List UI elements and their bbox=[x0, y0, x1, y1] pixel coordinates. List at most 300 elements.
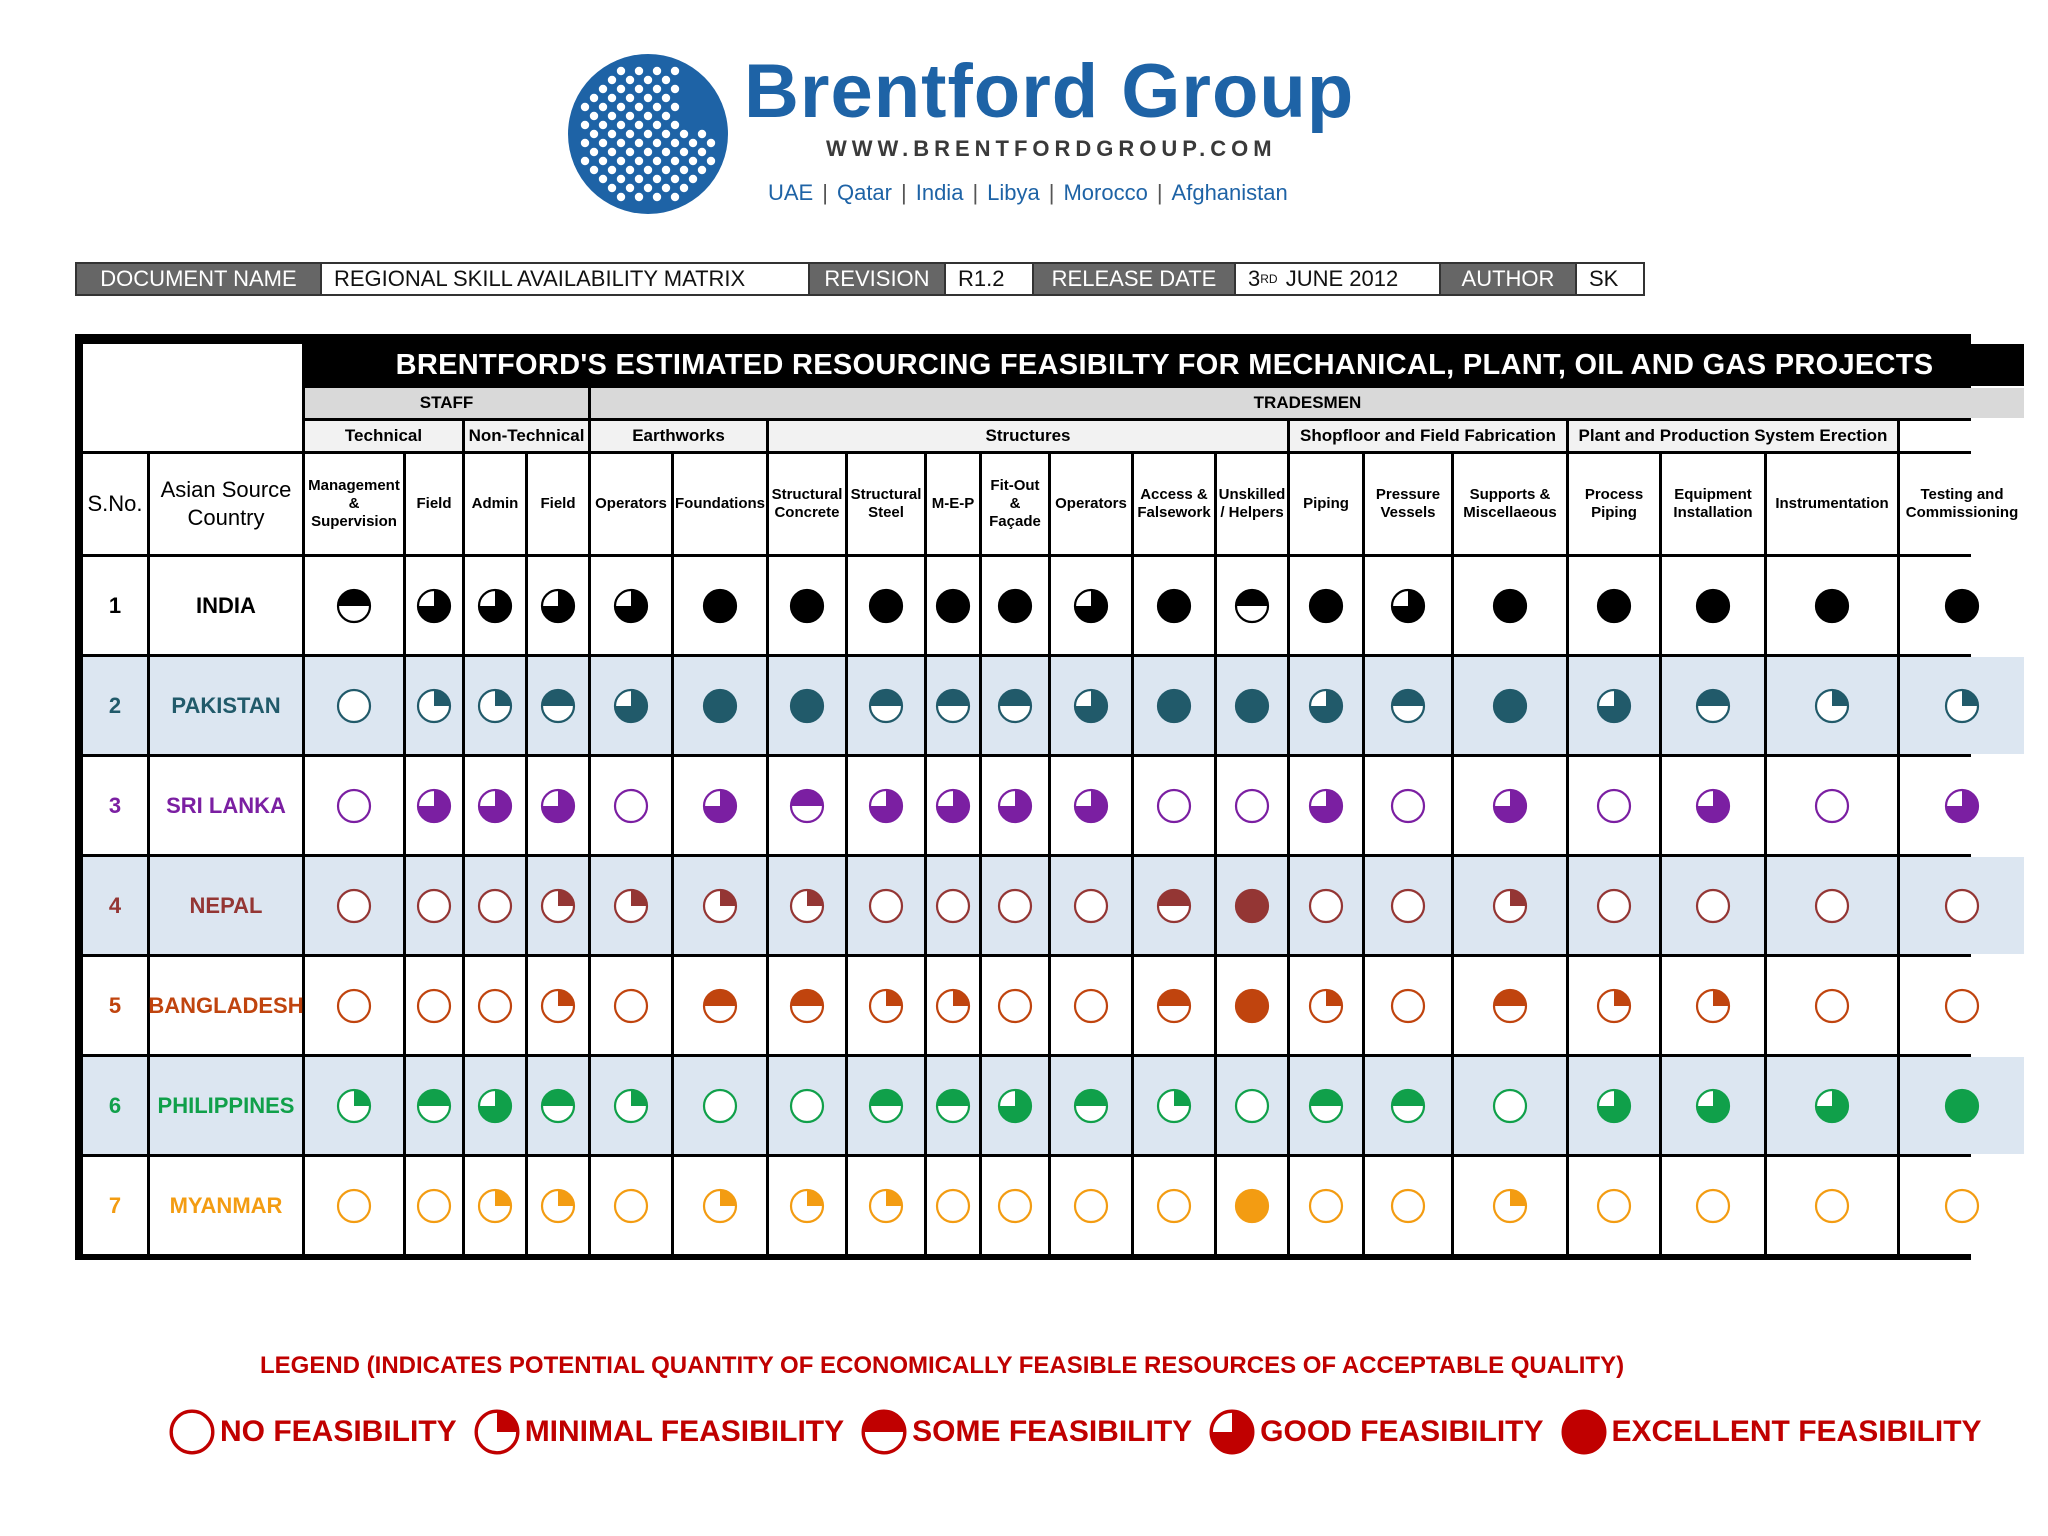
row-country: SRI LANKA bbox=[150, 757, 302, 854]
feasibility-level-1-icon bbox=[475, 686, 515, 726]
feasibility-level-0-icon bbox=[1071, 986, 1111, 1026]
feasibility-cell bbox=[591, 657, 671, 754]
column-header-10: Fit-Out & Façade bbox=[982, 454, 1048, 554]
feasibility-level-4-icon bbox=[1232, 986, 1272, 1026]
feasibility-cell bbox=[305, 1057, 403, 1154]
feasibility-cell bbox=[465, 857, 525, 954]
header-blank bbox=[83, 344, 302, 451]
feasibility-cell bbox=[1217, 857, 1287, 954]
feasibility-cell bbox=[1767, 1157, 1897, 1254]
feasibility-level-2-icon bbox=[1154, 986, 1194, 1026]
feasibility-level-0-icon bbox=[995, 986, 1035, 1026]
feasibility-cell bbox=[305, 957, 403, 1054]
feasibility-cell bbox=[1217, 1057, 1287, 1154]
feasibility-cell bbox=[1900, 857, 2024, 954]
feasibility-cell bbox=[528, 857, 588, 954]
feasibility-cell bbox=[1051, 557, 1131, 654]
feasibility-level-0-icon bbox=[1071, 886, 1111, 926]
feasibility-cell bbox=[1767, 957, 1897, 1054]
feasibility-level-0-icon bbox=[475, 986, 515, 1026]
feasibility-level-1-icon bbox=[1693, 986, 1733, 1026]
legend-label: EXCELLENT FEASIBILITY bbox=[1611, 1415, 1982, 1448]
location-separator: | bbox=[901, 180, 907, 205]
feasibility-cell bbox=[406, 1157, 462, 1254]
feasibility-level-3-icon bbox=[414, 586, 454, 626]
feasibility-cell bbox=[674, 857, 766, 954]
feasibility-level-0-icon bbox=[787, 1086, 827, 1126]
feasibility-level-2-icon bbox=[538, 1086, 578, 1126]
feasibility-level-2-icon bbox=[1388, 1086, 1428, 1126]
feasibility-cell bbox=[848, 757, 924, 854]
feasibility-level-4-icon bbox=[1232, 886, 1272, 926]
feasibility-level-2-icon bbox=[414, 1086, 454, 1126]
feasibility-cell bbox=[927, 757, 979, 854]
feasibility-cell bbox=[305, 757, 403, 854]
feasibility-level-0-icon bbox=[611, 1186, 651, 1226]
feasibility-cell bbox=[1767, 557, 1897, 654]
feasibility-cell bbox=[1569, 657, 1659, 754]
column-header-15: Pressure Vessels bbox=[1365, 454, 1451, 554]
feasibility-level-0-icon bbox=[933, 886, 973, 926]
brand-website: WWW.BRENTFORDGROUP.COM bbox=[826, 136, 1277, 161]
column-header-8: Structural Steel bbox=[848, 454, 924, 554]
feasibility-cell bbox=[1217, 1157, 1287, 1254]
feasibility-cell bbox=[305, 857, 403, 954]
feasibility-cell bbox=[465, 557, 525, 654]
feasibility-cell bbox=[1051, 1157, 1131, 1254]
subgroup-header-2: Non-Technical bbox=[465, 421, 588, 451]
feasibility-level-4-icon bbox=[1232, 1186, 1272, 1226]
column-header-6: Foundations bbox=[674, 454, 766, 554]
feasibility-level-4-icon bbox=[1594, 586, 1634, 626]
release-date-suffix: RD bbox=[1260, 272, 1278, 286]
feasibility-level-2-icon bbox=[1693, 686, 1733, 726]
location-india: India bbox=[915, 180, 964, 205]
feasibility-level-0-icon bbox=[166, 1406, 218, 1458]
feasibility-level-0-icon bbox=[1232, 786, 1272, 826]
group-header-staff: STAFF bbox=[305, 388, 588, 418]
feasibility-level-2-icon bbox=[787, 786, 827, 826]
subgroup-header-5: Shopfloor and Field Fabrication bbox=[1290, 421, 1566, 451]
row-country: INDIA bbox=[150, 557, 302, 654]
location-separator: | bbox=[1156, 180, 1163, 205]
feasibility-level-4-icon bbox=[1942, 586, 1982, 626]
feasibility-cell bbox=[927, 1057, 979, 1154]
feasibility-level-4-icon bbox=[700, 686, 740, 726]
feasibility-cell bbox=[1767, 857, 1897, 954]
feasibility-level-1-icon bbox=[787, 1186, 827, 1226]
feasibility-cell bbox=[465, 1157, 525, 1254]
feasibility-level-1-icon bbox=[1490, 1186, 1530, 1226]
feasibility-cell bbox=[674, 757, 766, 854]
feasibility-cell bbox=[528, 557, 588, 654]
feasibility-cell bbox=[927, 657, 979, 754]
feasibility-level-0-icon bbox=[1388, 786, 1428, 826]
feasibility-level-4-icon bbox=[787, 686, 827, 726]
legend bbox=[166, 1406, 1996, 1458]
feasibility-level-3-icon bbox=[1071, 686, 1111, 726]
feasibility-cell bbox=[674, 1057, 766, 1154]
feasibility-level-0-icon bbox=[1306, 886, 1346, 926]
feasibility-cell bbox=[982, 657, 1048, 754]
feasibility-cell bbox=[1134, 1057, 1214, 1154]
feasibility-cell bbox=[848, 1157, 924, 1254]
column-header-16: Supports & Miscellaeous bbox=[1454, 454, 1566, 554]
feasibility-level-0-icon bbox=[995, 886, 1035, 926]
row-number: 5 bbox=[83, 957, 147, 1054]
feasibility-cell bbox=[1454, 757, 1566, 854]
column-header-5: Operators bbox=[591, 454, 671, 554]
feasibility-cell bbox=[1767, 657, 1897, 754]
feasibility-cell bbox=[1134, 657, 1214, 754]
feasibility-level-1-icon bbox=[538, 986, 578, 1026]
feasibility-cell bbox=[927, 957, 979, 1054]
feasibility-level-3-icon bbox=[1306, 686, 1346, 726]
feasibility-level-2-icon bbox=[1490, 986, 1530, 1026]
feasibility-level-1-icon bbox=[471, 1406, 523, 1458]
feasibility-level-3-icon bbox=[538, 586, 578, 626]
release-date-day: 3 bbox=[1248, 266, 1261, 291]
feasibility-level-4-icon bbox=[1558, 1406, 1610, 1458]
subgroup-blank bbox=[1900, 421, 2024, 451]
feasibility-cell bbox=[982, 957, 1048, 1054]
release-date-value bbox=[1236, 264, 1441, 294]
feasibility-level-3-icon bbox=[1693, 1086, 1733, 1126]
feasibility-level-0-icon bbox=[995, 1186, 1035, 1226]
feasibility-cell bbox=[591, 1057, 671, 1154]
feasibility-level-3-icon bbox=[1206, 1406, 1258, 1458]
column-header-17: Process Piping bbox=[1569, 454, 1659, 554]
feasibility-level-2-icon bbox=[1388, 686, 1428, 726]
feasibility-level-0-icon bbox=[611, 986, 651, 1026]
brand-name: Brentford Group bbox=[744, 49, 1355, 134]
feasibility-cell bbox=[1051, 957, 1131, 1054]
feasibility-cell bbox=[528, 657, 588, 754]
feasibility-level-3-icon bbox=[1942, 786, 1982, 826]
row-number: 6 bbox=[83, 1057, 147, 1154]
feasibility-level-4-icon bbox=[1693, 586, 1733, 626]
location-separator: | bbox=[1048, 180, 1055, 205]
location-qatar: Qatar bbox=[836, 180, 892, 205]
feasibility-cell bbox=[769, 957, 845, 1054]
document-name-value: REGIONAL SKILL AVAILABILITY MATRIX bbox=[322, 264, 810, 294]
feasibility-cell bbox=[674, 1157, 766, 1254]
subgroup-header-6: Plant and Production System Erection bbox=[1569, 421, 1897, 451]
feasibility-level-0-icon bbox=[334, 886, 374, 926]
feasibility-cell bbox=[982, 757, 1048, 854]
feasibility-cell bbox=[1365, 657, 1451, 754]
feasibility-cell bbox=[1290, 957, 1362, 1054]
feasibility-level-2-icon bbox=[866, 686, 906, 726]
feasibility-level-1-icon bbox=[611, 1086, 651, 1126]
feasibility-level-1-icon bbox=[1306, 986, 1346, 1026]
feasibility-cell bbox=[1217, 557, 1287, 654]
feasibility-level-4-icon bbox=[1942, 1086, 1982, 1126]
feasibility-cell bbox=[982, 557, 1048, 654]
feasibility-level-0-icon bbox=[611, 786, 651, 826]
feasibility-level-0-icon bbox=[1812, 1186, 1852, 1226]
feasibility-cell bbox=[591, 757, 671, 854]
legend-label: NO FEASIBILITY bbox=[220, 1415, 457, 1448]
feasibility-level-1-icon bbox=[414, 686, 454, 726]
feasibility-cell bbox=[1454, 1157, 1566, 1254]
feasibility-cell bbox=[1454, 1057, 1566, 1154]
feasibility-cell bbox=[1569, 557, 1659, 654]
location-libya: Libya bbox=[987, 180, 1040, 205]
feasibility-level-3-icon bbox=[1071, 586, 1111, 626]
feasibility-level-1-icon bbox=[538, 886, 578, 926]
feasibility-level-1-icon bbox=[700, 886, 740, 926]
feasibility-level-0-icon bbox=[933, 1186, 973, 1226]
release-date-label: RELEASE DATE bbox=[1034, 264, 1236, 294]
legend-item bbox=[1206, 1406, 1543, 1458]
revision-value: R1.2 bbox=[946, 264, 1034, 294]
feasibility-level-4-icon bbox=[995, 586, 1035, 626]
feasibility-level-2-icon bbox=[334, 586, 374, 626]
feasibility-level-4-icon bbox=[1490, 686, 1530, 726]
feasibility-cell bbox=[591, 957, 671, 1054]
feasibility-level-3-icon bbox=[933, 786, 973, 826]
feasibility-cell bbox=[1365, 957, 1451, 1054]
feasibility-cell bbox=[465, 957, 525, 1054]
feasibility-cell bbox=[1051, 857, 1131, 954]
location-separator: | bbox=[972, 180, 979, 205]
legend-label: MINIMAL FEASIBILITY bbox=[524, 1415, 845, 1448]
feasibility-cell bbox=[1900, 657, 2024, 754]
feasibility-level-0-icon bbox=[1693, 1186, 1733, 1226]
row-number: 4 bbox=[83, 857, 147, 954]
feasibility-level-2-icon bbox=[866, 1086, 906, 1126]
feasibility-level-3-icon bbox=[1388, 586, 1428, 626]
feasibility-level-4-icon bbox=[866, 586, 906, 626]
column-header-19: Instrumentation bbox=[1767, 454, 1897, 554]
feasibility-cell bbox=[982, 1057, 1048, 1154]
matrix-title: BRENTFORD'S ESTIMATED RESOURCING FEASIBILTY FOR MECHANICAL, PLANT, OIL AND GAS PROJECTS bbox=[305, 344, 2024, 386]
feasibility-level-2-icon bbox=[538, 686, 578, 726]
feasibility-level-0-icon bbox=[1812, 886, 1852, 926]
feasibility-cell bbox=[848, 957, 924, 1054]
feasibility-level-0-icon bbox=[866, 886, 906, 926]
column-header-12: Access & Falsework bbox=[1134, 454, 1214, 554]
feasibility-cell bbox=[406, 957, 462, 1054]
document-info-bar bbox=[75, 262, 1645, 296]
feasibility-level-3-icon bbox=[1490, 786, 1530, 826]
matrix-grid bbox=[83, 344, 2019, 1250]
feasibility-cell bbox=[1290, 1157, 1362, 1254]
row-country: PHILIPPINES bbox=[150, 1057, 302, 1154]
feasibility-cell bbox=[674, 557, 766, 654]
legend-item bbox=[1558, 1406, 1982, 1458]
column-header-13: Unskilled / Helpers bbox=[1217, 454, 1287, 554]
feasibility-cell bbox=[848, 857, 924, 954]
feasibility-level-0-icon bbox=[700, 1086, 740, 1126]
feasibility-cell bbox=[305, 1157, 403, 1254]
feasibility-level-0-icon bbox=[1812, 786, 1852, 826]
feasibility-cell bbox=[1134, 857, 1214, 954]
feasibility-cell bbox=[848, 657, 924, 754]
feasibility-level-4-icon bbox=[700, 586, 740, 626]
feasibility-cell bbox=[1662, 657, 1764, 754]
feasibility-level-1-icon bbox=[1812, 686, 1852, 726]
row-country: MYANMAR bbox=[150, 1157, 302, 1254]
feasibility-level-1-icon bbox=[334, 1086, 374, 1126]
feasibility-level-0-icon bbox=[1490, 1086, 1530, 1126]
feasibility-cell bbox=[1051, 1057, 1131, 1154]
feasibility-cell bbox=[1662, 557, 1764, 654]
feasibility-level-0-icon bbox=[414, 1186, 454, 1226]
feasibility-level-0-icon bbox=[1306, 1186, 1346, 1226]
legend-item bbox=[471, 1406, 844, 1458]
feasibility-cell bbox=[1662, 957, 1764, 1054]
feasibility-level-2-icon bbox=[787, 986, 827, 1026]
feasibility-cell bbox=[769, 1057, 845, 1154]
feasibility-cell bbox=[1900, 557, 2024, 654]
feasibility-cell bbox=[1569, 957, 1659, 1054]
feasibility-level-2-icon bbox=[995, 686, 1035, 726]
column-header-3: Admin bbox=[465, 454, 525, 554]
feasibility-cell bbox=[1290, 857, 1362, 954]
feasibility-level-0-icon bbox=[334, 1186, 374, 1226]
feasibility-cell bbox=[1454, 957, 1566, 1054]
feasibility-cell bbox=[769, 657, 845, 754]
feasibility-cell bbox=[1051, 657, 1131, 754]
feasibility-level-1-icon bbox=[866, 986, 906, 1026]
feasibility-level-1-icon bbox=[1490, 886, 1530, 926]
feasibility-level-0-icon bbox=[414, 886, 454, 926]
feasibility-cell bbox=[1900, 957, 2024, 1054]
feasibility-level-1-icon bbox=[611, 886, 651, 926]
column-header-11: Operators bbox=[1051, 454, 1131, 554]
legend-item bbox=[166, 1406, 457, 1458]
feasibility-level-0-icon bbox=[1071, 1186, 1111, 1226]
feasibility-level-0-icon bbox=[1154, 786, 1194, 826]
release-date-rest: JUNE 2012 bbox=[1285, 266, 1399, 291]
feasibility-level-1-icon bbox=[538, 1186, 578, 1226]
feasibility-cell bbox=[1134, 957, 1214, 1054]
feasibility-level-3-icon bbox=[995, 1086, 1035, 1126]
brand-locations bbox=[768, 180, 1288, 206]
feasibility-cell bbox=[1662, 757, 1764, 854]
feasibility-level-3-icon bbox=[475, 786, 515, 826]
revision-label: REVISION bbox=[810, 264, 946, 294]
column-header-20: Testing and Commissioning bbox=[1900, 454, 2024, 554]
row-number: 7 bbox=[83, 1157, 147, 1254]
feasibility-cell bbox=[528, 957, 588, 1054]
document-name-label: DOCUMENT NAME bbox=[77, 264, 322, 294]
feasibility-cell bbox=[1365, 757, 1451, 854]
feasibility-level-0-icon bbox=[1942, 1186, 1982, 1226]
feasibility-cell bbox=[1767, 1057, 1897, 1154]
feasibility-cell bbox=[1662, 1157, 1764, 1254]
feasibility-cell bbox=[1134, 757, 1214, 854]
row-number: 1 bbox=[83, 557, 147, 654]
feasibility-level-0-icon bbox=[1388, 886, 1428, 926]
feasibility-level-0-icon bbox=[1388, 1186, 1428, 1226]
feasibility-level-3-icon bbox=[1693, 786, 1733, 826]
row-number: 2 bbox=[83, 657, 147, 754]
feasibility-cell bbox=[1454, 657, 1566, 754]
feasibility-level-1-icon bbox=[1594, 986, 1634, 1026]
feasibility-level-2-icon bbox=[933, 686, 973, 726]
location-uae: UAE bbox=[768, 180, 814, 205]
feasibility-cell bbox=[305, 657, 403, 754]
feasibility-level-0-icon bbox=[1594, 1186, 1634, 1226]
location-separator: | bbox=[822, 180, 828, 205]
row-number: 3 bbox=[83, 757, 147, 854]
feasibility-cell bbox=[1290, 1057, 1362, 1154]
feasibility-cell bbox=[1569, 1157, 1659, 1254]
feasibility-cell bbox=[1569, 1057, 1659, 1154]
feasibility-level-0-icon bbox=[334, 986, 374, 1026]
feasibility-cell bbox=[927, 557, 979, 654]
feasibility-matrix bbox=[75, 334, 2019, 1260]
column-header-2: Field bbox=[406, 454, 462, 554]
row-country: BANGLADESH bbox=[150, 957, 302, 1054]
feasibility-cell bbox=[1365, 1157, 1451, 1254]
feasibility-level-2-icon bbox=[700, 986, 740, 1026]
feasibility-level-3-icon bbox=[538, 786, 578, 826]
feasibility-cell bbox=[769, 757, 845, 854]
legend-label: SOME FEASIBILITY bbox=[912, 1415, 1193, 1448]
feasibility-level-3-icon bbox=[1594, 1086, 1634, 1126]
feasibility-level-1-icon bbox=[866, 1186, 906, 1226]
feasibility-cell bbox=[1900, 1057, 2024, 1154]
feasibility-level-0-icon bbox=[1154, 1186, 1194, 1226]
feasibility-level-2-icon bbox=[933, 1086, 973, 1126]
feasibility-level-0-icon bbox=[1388, 986, 1428, 1026]
sno-header: S.No. bbox=[83, 454, 147, 554]
feasibility-cell bbox=[528, 757, 588, 854]
feasibility-level-2-icon bbox=[1306, 1086, 1346, 1126]
feasibility-cell bbox=[1900, 1157, 2024, 1254]
feasibility-cell bbox=[982, 1157, 1048, 1254]
feasibility-cell bbox=[1290, 557, 1362, 654]
feasibility-cell bbox=[1767, 757, 1897, 854]
feasibility-cell bbox=[591, 857, 671, 954]
feasibility-level-0-icon bbox=[334, 786, 374, 826]
feasibility-level-3-icon bbox=[414, 786, 454, 826]
feasibility-cell bbox=[406, 1057, 462, 1154]
feasibility-level-1-icon bbox=[1942, 686, 1982, 726]
feasibility-cell bbox=[1290, 757, 1362, 854]
feasibility-cell bbox=[591, 557, 671, 654]
brentford-globe-logo bbox=[560, 50, 735, 215]
feasibility-level-1-icon bbox=[700, 1186, 740, 1226]
subgroup-header-3: Earthworks bbox=[591, 421, 766, 451]
feasibility-cell bbox=[406, 657, 462, 754]
feasibility-level-4-icon bbox=[787, 586, 827, 626]
feasibility-level-2-icon bbox=[1071, 1086, 1111, 1126]
author-label: AUTHOR bbox=[1441, 264, 1577, 294]
row-country: PAKISTAN bbox=[150, 657, 302, 754]
feasibility-level-0-icon bbox=[1594, 886, 1634, 926]
subgroup-header-4: Structures bbox=[769, 421, 1287, 451]
feasibility-level-4-icon bbox=[1154, 686, 1194, 726]
feasibility-level-3-icon bbox=[611, 586, 651, 626]
feasibility-level-0-icon bbox=[1942, 986, 1982, 1026]
feasibility-cell bbox=[769, 1157, 845, 1254]
column-header-14: Piping bbox=[1290, 454, 1362, 554]
feasibility-level-3-icon bbox=[995, 786, 1035, 826]
feasibility-cell bbox=[406, 757, 462, 854]
feasibility-level-3-icon bbox=[866, 786, 906, 826]
feasibility-cell bbox=[927, 1157, 979, 1254]
feasibility-cell bbox=[406, 557, 462, 654]
feasibility-level-4-icon bbox=[1232, 686, 1272, 726]
feasibility-cell bbox=[528, 1157, 588, 1254]
feasibility-cell bbox=[1569, 857, 1659, 954]
feasibility-level-3-icon bbox=[475, 1086, 515, 1126]
